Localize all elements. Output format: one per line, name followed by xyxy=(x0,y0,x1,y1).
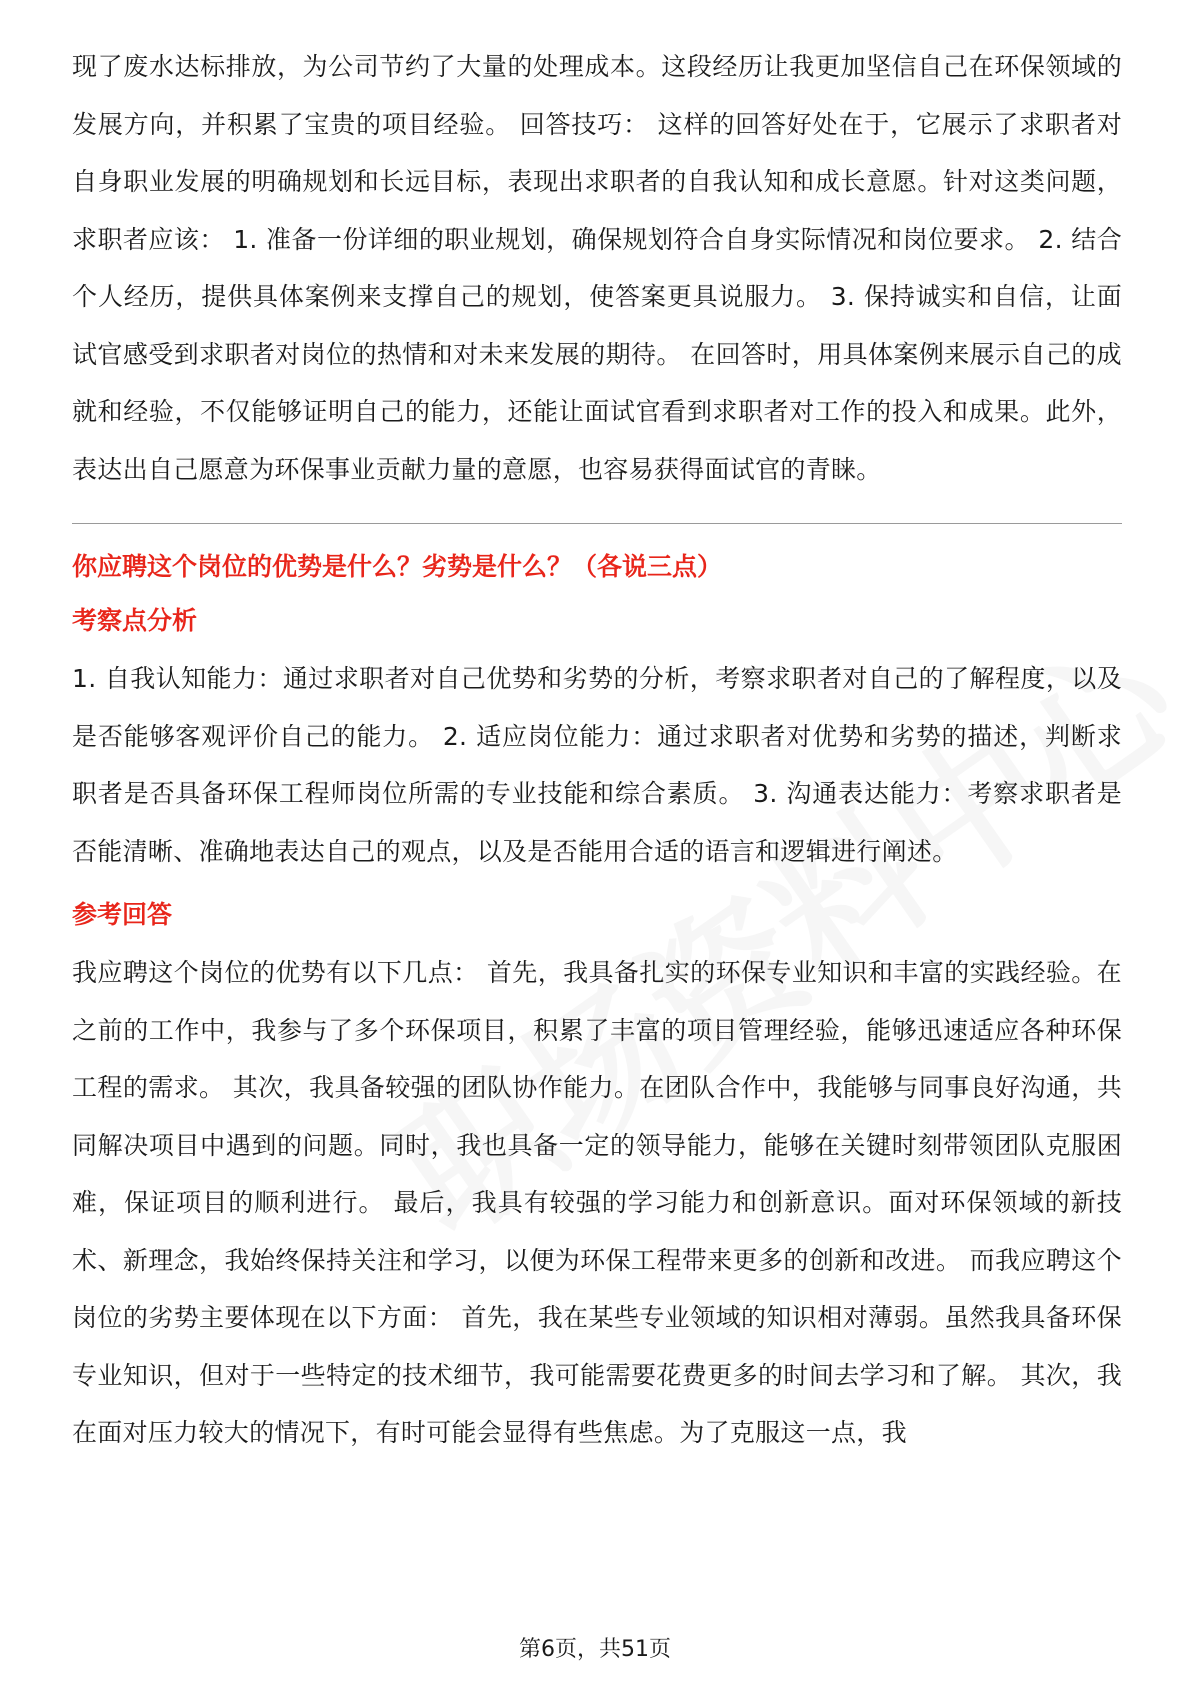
document-page xyxy=(72,38,1122,1462)
page-number: 第6页，共51页 xyxy=(519,1637,671,1662)
question-title: 你应聘这个岗位的优势是什么？劣势是什么？（各说三点） xyxy=(72,552,723,581)
page-footer xyxy=(0,1632,1190,1663)
answer-heading: 参考回答 xyxy=(72,900,173,929)
analysis-heading: 考察点分析 xyxy=(72,606,198,635)
analysis-body: 1. 自我认知能力：通过求职者对自己优势和劣势的分析，考察求职者对自己的了解程度，以及是否能够客观评价自己的能力。 2. 适应岗位能力：通过求职者对优势和劣势的描述，判断求职者是否具备环保工程师岗位所需的专业技能和综合素质。 3. 沟通表达能力：考察求职者是否能清晰、准确地表达自己的观点，以及是否能用合适的语言和逻辑进行阐述。 xyxy=(72,664,1122,866)
section-divider xyxy=(72,523,1122,524)
answer-body: 我应聘这个岗位的优势有以下几点： 首先，我具备扎实的环保专业知识和丰富的实践经验。在之前的工作中，我参与了多个环保项目，积累了丰富的项目管理经验，能够迅速适应各种环保工程的需求。 其次，我具备较强的团队协作能力。在团队合作中，我能够与同事良好沟通，共同解决项目中遇到的问题。同时，我也具备一定的领导能力，能够在关键时刻带领团队克服困难，保证项目的顺利进行。 最后，我具有较强的学习能力和创新意识。面对环保领域的新技术、新理念，我始终保持关注和学习，以便为环保工程带来更多的创新和改进。 而我应聘这个岗位的劣势主要体现在以下方面： 首先，我在某些专业领域的知识相对薄弱。虽然我具备环保专业知识，但对于一些特定的技术细节，我可能需要花费更多的时间去学习和了解。 其次，我在面对压力较大的情况下，有时可能会显得有些焦虑。为了克服这一点，我 xyxy=(72,958,1122,1447)
intro-paragraph: 现了废水达标排放，为公司节约了大量的处理成本。这段经历让我更加坚信自己在环保领域的发展方向，并积累了宝贵的项目经验。 回答技巧： 这样的回答好处在于，它展示了求职者对自身职业发展的明确规划和长远目标，表现出求职者的自我认知和成长意愿。针对这类问题，求职者应该： 1. 准备一份详细的职业规划，确保规划符合自身实际情况和岗位要求。 2. 结合个人经历，提供具体案例来支撑自己的规划，使答案更具说服力。 3. 保持诚实和自信，让面试官感受到求职者对岗位的热情和对未来发展的期待。 在回答时，用具体案例来展示自己的成就和经验，不仅能够证明自己的能力，还能让面试官看到求职者对工作的投入和成果。此外，表达出自己愿意为环保事业贡献力量的意愿，也容易获得面试官的青睐。 xyxy=(72,52,1122,484)
